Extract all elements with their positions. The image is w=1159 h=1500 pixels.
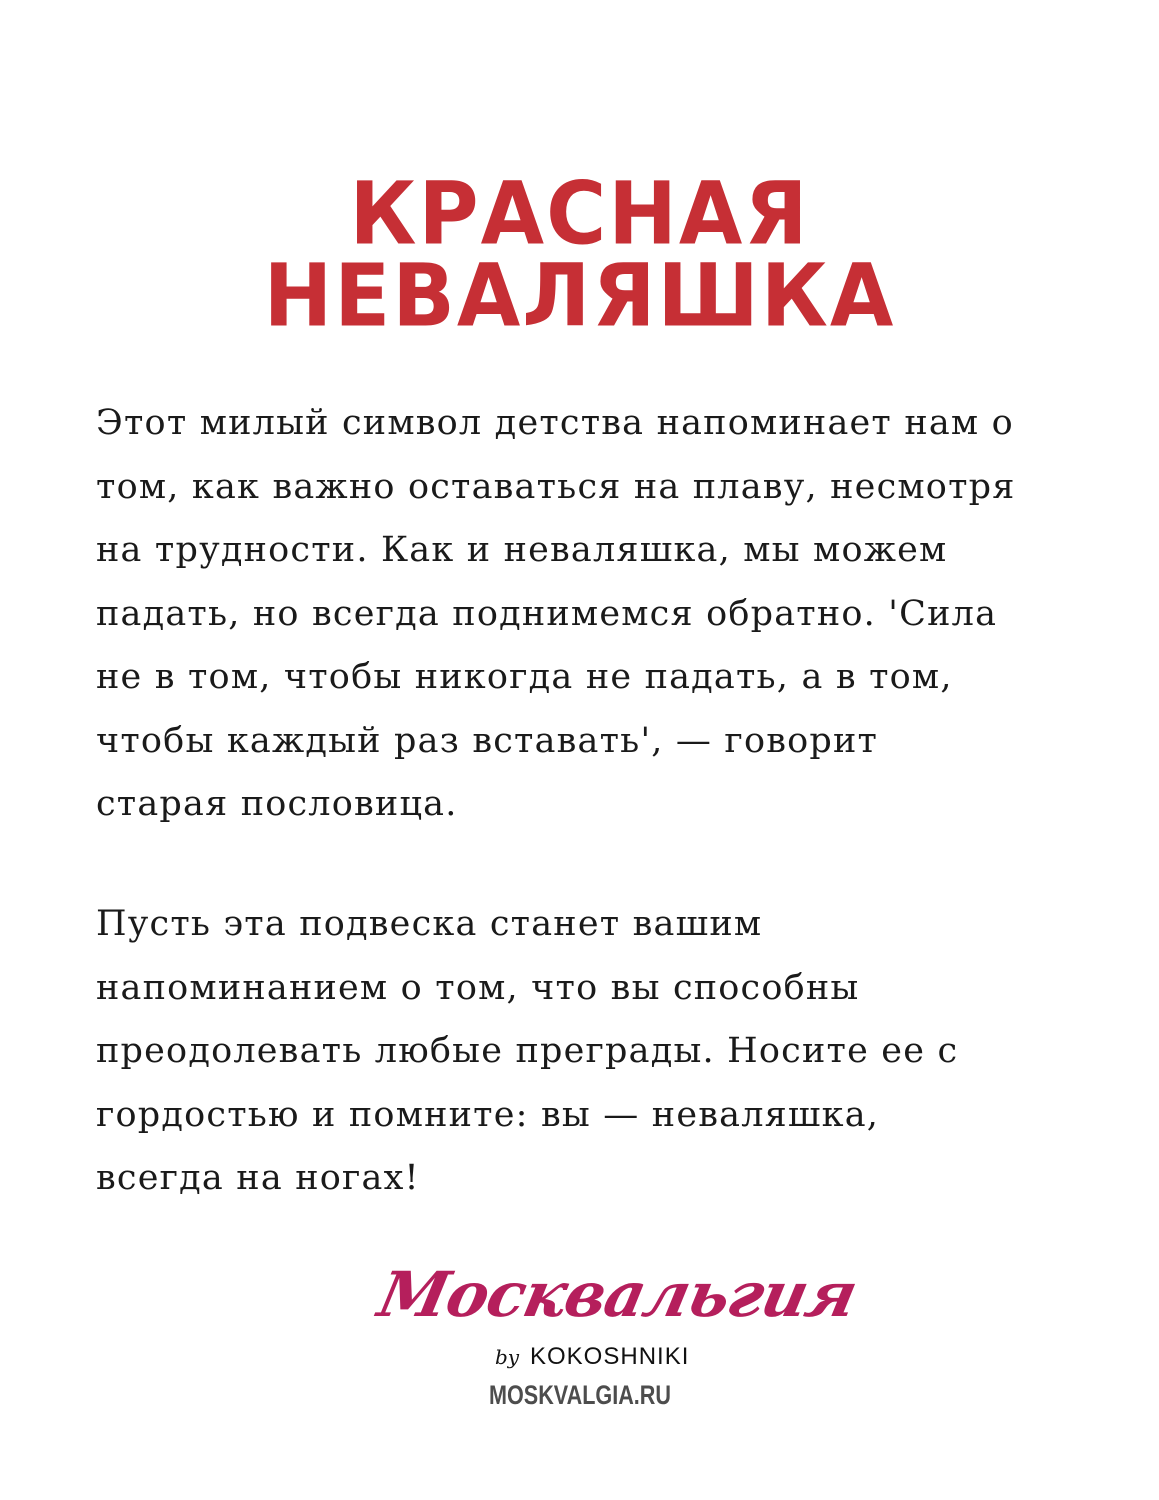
paragraph-line: всегда на ногах! — [96, 1158, 420, 1198]
paragraph-line: том, как важно оставаться на плаву, несмотря — [96, 466, 1016, 507]
paragraph-line: Этот милый символ детства напоминает нам о — [96, 403, 1014, 443]
paragraph-line: преодолевать любые преграды. Носите ее с — [96, 1031, 959, 1071]
logo-by-text: by — [495, 1345, 520, 1369]
paragraph-line: не в том, чтобы никогда не падать, а в том, — [96, 657, 953, 697]
paragraph-line: падать, но всегда поднимемся обратно. 'Сила — [96, 593, 998, 634]
logo-script-wordmark: Москвальгия — [372, 1258, 864, 1331]
paragraph-line: чтобы каждый раз вставать', — говорит — [96, 720, 879, 761]
paragraph-line: гордостью и помните: вы — неваляшка, — [96, 1094, 880, 1135]
paragraph-line: напоминанием о том, что вы способны — [96, 967, 860, 1008]
paragraph-line: на трудности. Как и неваляшка, мы можем — [96, 530, 948, 570]
title-line-1: КРАСНАЯ — [349, 164, 810, 265]
website-url: MOSKVALGIA.RU — [489, 1380, 671, 1410]
page-title — [0, 164, 1159, 347]
paragraph-2 — [96, 893, 1056, 1211]
paragraph-line: Пусть эта подвеска станет вашим — [96, 904, 763, 944]
logo-brand-text: KOKOSHNIKI — [530, 1343, 690, 1370]
brand-logo — [372, 1245, 864, 1435]
paragraph-1 — [96, 392, 1056, 837]
title-line-2: НЕВАЛЯШКА — [263, 246, 896, 347]
paragraph-line: старая пословица. — [96, 784, 458, 824]
